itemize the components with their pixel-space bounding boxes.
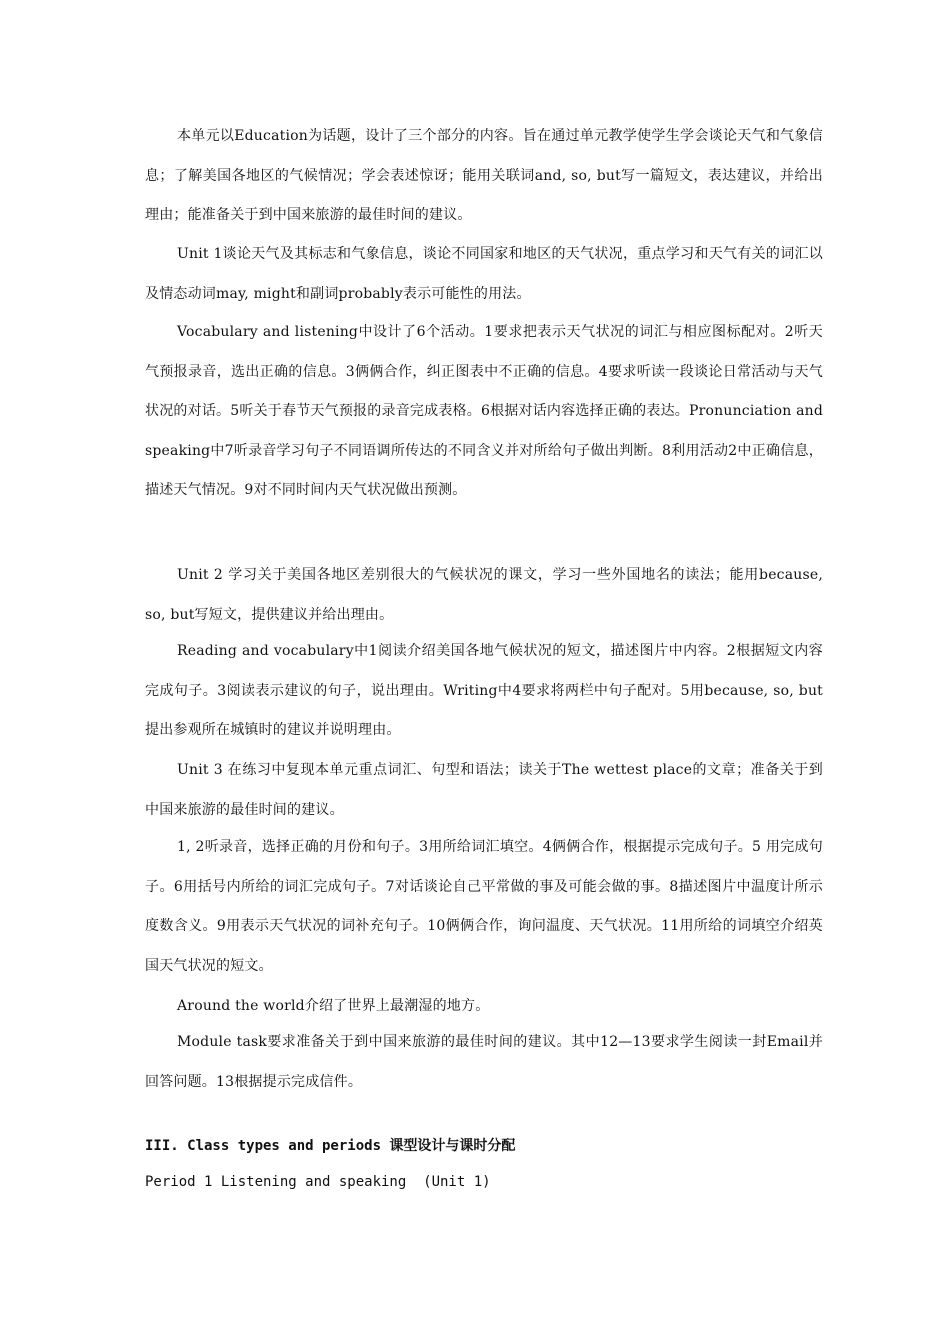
document-page [145,0,823,1344]
paragraph-unit1: Unit 1谈论天气及其标志和气象信息，谈论不同国家和地区的天气状况，重点学习和天气有关的词汇以及情态动词may, might和副词probably表示可能性的用法。 [145,246,823,302]
period-line: Period 1 Listening and speaking (Unit 1) [145,1174,491,1190]
paragraph-around-the-world: Around the world介绍了世界上最潮湿的地方。 [177,998,490,1014]
paragraph-exercises: 1, 2听录音，选择正确的月份和句子。3用所给词汇填空。4俩俩合作，根据提示完成句子。5 用完成句子。6用括号内所给的词汇完成句子。7对话谈论自己平常做的事及可能会做的事。8描述图片中温度计所示度数含义。9用表示天气状况的词补充句子。10俩俩合作，询问温度、天气状况。11用所给的词填空介绍英国天气状况的短文。 [145,839,823,974]
paragraph-unit2: Unit 2 学习关于美国各地区差别很大的气候状况的课文，学习一些外国地名的读法；能用because, so, but写短文，提供建议并给出理由。 [145,567,823,623]
paragraph-reading-vocabulary: Reading and vocabulary中1阅读介绍美国各地气候状况的短文，描述图片中内容。2根据短文内容完成句子。3阅读表示建议的句子，说出理由。Writing中4要求将两栏中句子配对。5用because, so, but提出参观所在城镇时的建议并说明理由。 [145,643,823,738]
section-heading: III. Class types and periods 课型设计与课时分配 [145,1138,516,1154]
paragraph-unit3: Unit 3 在练习中复现本单元重点词汇、句型和语法；读关于The wettest place的文章；准备关于到中国来旅游的最佳时间的建议。 [145,762,823,818]
paragraph-module-task: Module task要求准备关于到中国来旅游的最佳时间的建议。其中12—13要求学生阅读一封Email并回答问题。13根据提示完成信件。 [145,1034,823,1090]
paragraph-intro: 本单元以Education为话题，设计了三个部分的内容。旨在通过单元教学使学生学会谈论天气和气象信息；了解美国各地区的气候情况；学会表述惊讶；能用关联词and, so, but写一篇短文，表达建议，并给出理由；能准备关于到中国来旅游的最佳时间的建议。 [145,128,823,223]
paragraph-vocabulary-listening: Vocabulary and listening中设计了6个活动。1要求把表示天气状况的词汇与相应图标配对。2听天气预报录音，选出正确的信息。3俩俩合作，纠正图表中不正确的信息。4要求听读一段谈论日常活动与天气状况的对话。5听关于春节天气预报的录音完成表格。6根据对话内容选择正确的表达。Pronunciation and speaking中7听录音学习句子不同语调所传达的不同含义并对所给句子做出判断。8利用活动2中正确信息，描述天气情况。9对不同时间内天气状况做出预测。 [145,324,823,498]
